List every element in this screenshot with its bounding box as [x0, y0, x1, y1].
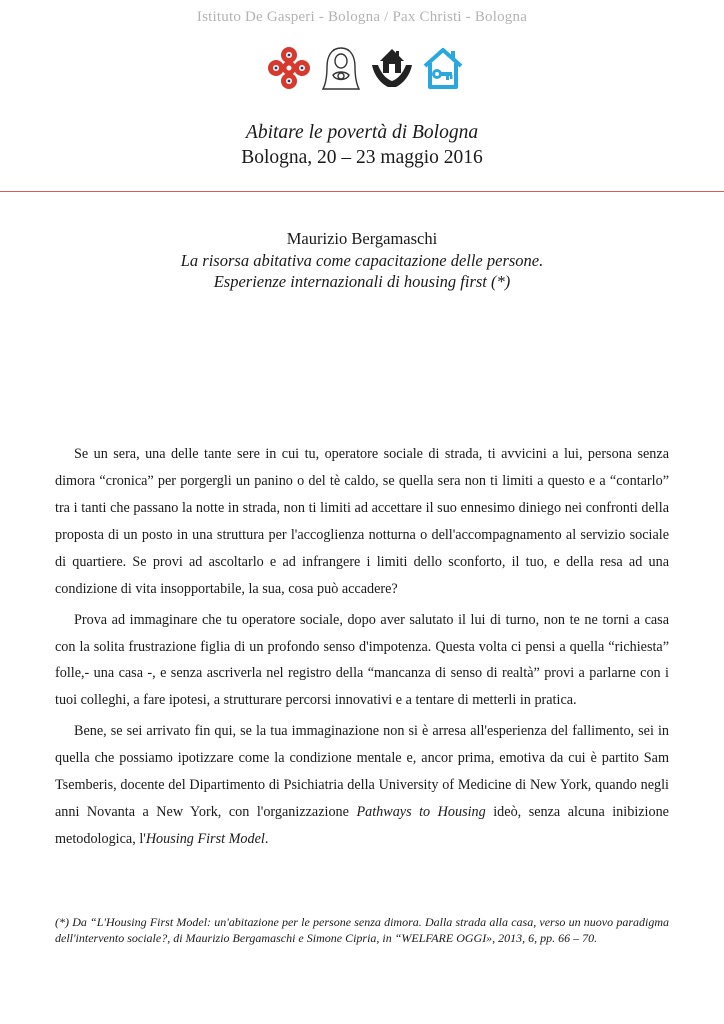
- body-text: [55, 441, 669, 857]
- footnote: (*) Da “L'Housing First Model: un'abitazione per le persone senza dimora. Dalla strada alla casa, verso un nuovo paradigma dell'intervento sociale?, di Maurizio Bergamaschi e Simone Cipria, in “WELFARE OGGI», 2013, 6, pp. 66 – 70.: [55, 915, 669, 945]
- model-name: Housing First Model: [145, 831, 265, 848]
- house-in-hands-logo-icon: [370, 45, 414, 91]
- paragraph-2: Prova ad immaginare che tu operatore sociale, dopo aver salutato il lui di turno, non te ne torni a casa con la solita frustrazione figlia di un profondo senso d'impotenza. Questa volta ci pensi a quella “richiesta” folle,- una casa -, e senza ascriverla nel registro della “mancanza di senso di realtà” provi a parlarne con i tuoi colleghi, a fare ipotesi, a strutturare percorsi innovativi e a tentare di metterli in pratica.: [55, 611, 669, 709]
- event-title: Abitare le povertà di Bologna: [245, 122, 479, 143]
- house-with-key-logo-icon: [421, 45, 465, 91]
- header-divider: [0, 191, 724, 192]
- logo-strip: [267, 45, 467, 93]
- event-place-dates: Bologna, 20 – 23 maggio 2016: [241, 147, 483, 168]
- paragraph-3: [55, 718, 669, 853]
- event-title-block: [0, 120, 724, 170]
- paragraph-1: Se un sera, una delle tante sere in cui tu, operatore sociale di strada, ti avvicini a lui, persona senza dimora “cronica” per porgergli un panino o del tè caldo, se quella sera non ti limiti a questo e a “contarlo” tra i tanti che passano la notte in strada, non ti limiti ad accettare il suo ennesimo diniego nei confronti della proposta di un posto in una struttura per l'accoglienza notturna o dell'accompagnamento al servizio sociale di quartiere. Se provi ad ascoltarlo e ad infrangere i limiti dello sconforto, il tuo, e della resa ad una condizione di vita insopportabile, la sua, cosa può accadere?: [55, 446, 669, 597]
- paper-title-line-2: Esperienze internazionali di housing first (*): [213, 272, 511, 291]
- paragraph-3-part-c: .: [264, 831, 269, 848]
- paragraph-3-part-b: ideò, senza alcuna inibizione metodologica, l': [55, 804, 669, 848]
- institutions-header: Istituto De Gasperi - Bologna / Pax Christi - Bologna: [196, 9, 528, 25]
- ornamental-cross-logo-icon: [267, 45, 311, 91]
- paper-heading: [0, 228, 724, 293]
- paper-title-line-1: La risorsa abitativa come capacitazione delle persone.: [180, 250, 544, 270]
- madonna-figure-logo-icon: [319, 45, 363, 91]
- organization-name: Pathways to Housing: [356, 804, 486, 821]
- paragraph-3-part-a: Bene, se sei arrivato fin qui, se la tua immaginazione non si è arresa all'esperienza del fallimento, sei in quella che possiamo ipotizzare come la condizione mentale e, ancor prima, emotiva da cui è partito Sam Tsemberis, docente del Dipartimento di Psichiatria della University of Medicine di New York, quando negli anni Novanta a New York, con l'organizzazione: [55, 723, 669, 821]
- paper-author: Maurizio Bergamaschi: [286, 229, 438, 248]
